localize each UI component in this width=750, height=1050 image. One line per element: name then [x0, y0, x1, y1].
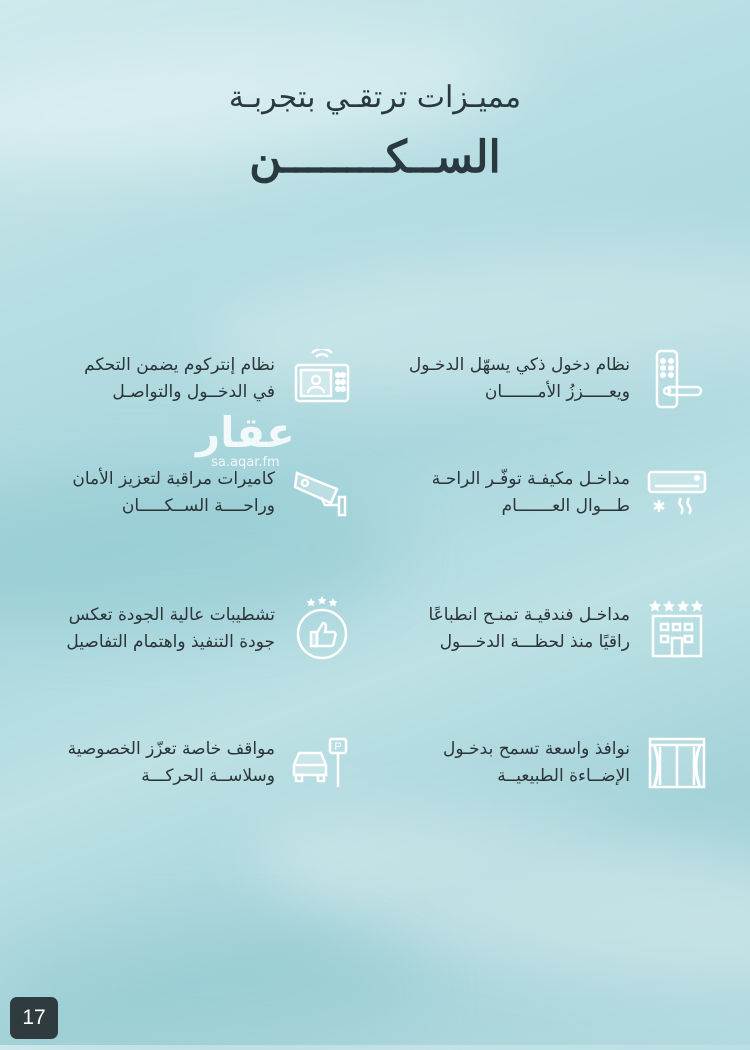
feature-line: نظام دخول ذكي يسهّل الدخـول — [408, 355, 630, 375]
feature-cameras — [72, 460, 355, 526]
feature-text — [66, 602, 275, 656]
feature-text — [428, 602, 630, 656]
feature-wide-windows — [443, 730, 710, 796]
feature-line: الإضــاءة الطبيعيــة — [497, 766, 630, 786]
feature-line: ويعـــــززُ الأمـــــــان — [484, 382, 630, 402]
quality-thumbs-up-icon — [289, 596, 355, 662]
watermark-name: عقار — [196, 408, 295, 457]
feature-high-quality-finishes — [66, 596, 355, 662]
window-icon — [644, 730, 710, 796]
feature-line: في الدخــول والتواصـل — [112, 382, 275, 402]
feature-line: مواقف خاصة تعزّز الخصوصية — [67, 739, 275, 759]
feature-line: مداخـل فندقيـة تمنـح انطباعًا — [428, 605, 630, 625]
feature-line: وسلاســة الحركـــة — [141, 766, 275, 786]
feature-intercom — [84, 346, 355, 412]
feature-text — [443, 736, 630, 790]
feature-line: تشطيبات عالية الجودة تعكس — [68, 605, 275, 625]
parking-icon — [289, 730, 355, 796]
feature-line: كاميرات مراقبة لتعزيز الأمان — [72, 469, 275, 489]
heading-line2: الســكــــــــن — [249, 132, 501, 183]
security-camera-icon — [289, 460, 355, 526]
feature-line: نظام إنتركوم يضمن التحكم — [84, 355, 275, 375]
feature-line: راقيًا منذ لحظـــة الدخـــول — [439, 632, 630, 652]
feature-hotel-entrance — [428, 596, 710, 662]
feature-line: جودة التنفيذ واهتمام التفاصيل — [66, 632, 275, 652]
intercom-icon — [289, 346, 355, 412]
heading-line1: مميـزات ترتقـي بتجربـة — [228, 80, 522, 115]
page-heading — [0, 78, 750, 188]
feature-private-parking — [68, 730, 355, 796]
feature-line: نوافذ واسعة تسمح بدخـول — [443, 739, 630, 759]
air-conditioner-icon — [644, 460, 710, 526]
feature-text — [68, 736, 275, 790]
feature-air-conditioning — [432, 460, 710, 526]
page-number-badge: 17 — [10, 997, 58, 1039]
feature-line: مداخـل مكيفـة توفّـر الراحـة — [431, 469, 630, 489]
feature-text — [432, 466, 630, 520]
watermark-site: sa.aqar.fm — [211, 455, 280, 470]
hotel-icon — [644, 596, 710, 662]
svg-text:P: P — [334, 741, 342, 753]
smart-lock-icon — [644, 346, 710, 412]
feature-text — [409, 352, 630, 406]
feature-line: طـــوال العـــــــام — [501, 496, 630, 516]
feature-smart-entry — [409, 346, 710, 412]
feature-text — [84, 352, 275, 406]
feature-text — [72, 466, 275, 520]
background-streak — [242, 779, 750, 1011]
feature-line: وراحــــة الســكـــــان — [121, 496, 275, 516]
background-streak — [0, 930, 420, 1050]
